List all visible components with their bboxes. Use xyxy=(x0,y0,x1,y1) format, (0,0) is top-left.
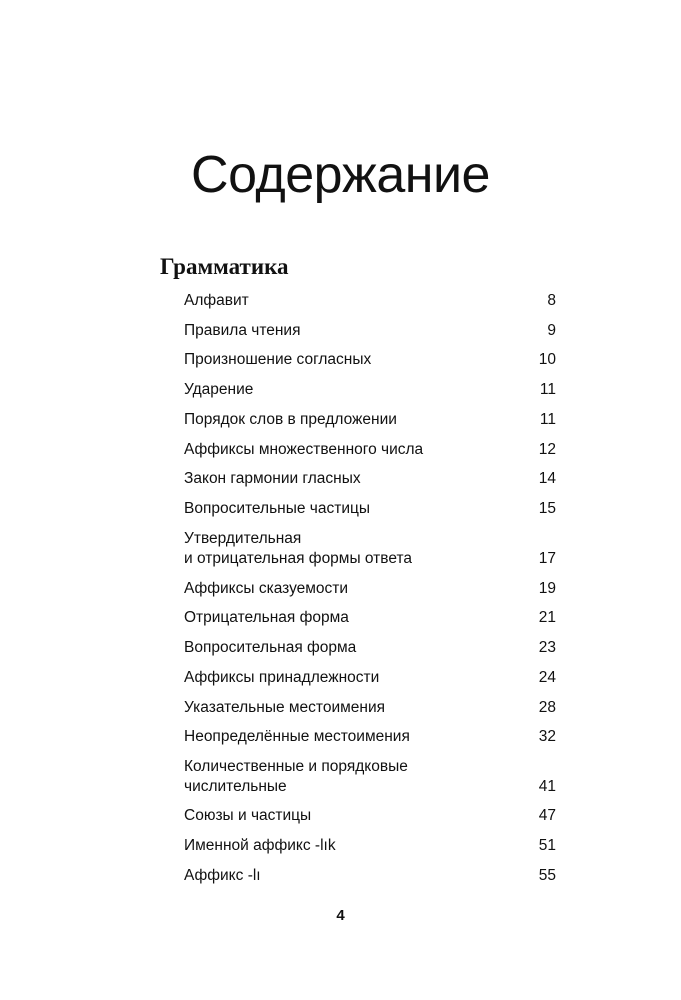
toc-entry-title: Неопределённые местоимения xyxy=(184,728,410,745)
toc-entry-title: Аффикс -lı xyxy=(184,867,261,884)
toc-entry-title: Вопросительная форма xyxy=(184,639,357,656)
toc-entry-title: Именной аффикс -lık xyxy=(184,837,336,854)
toc-entry-page: 28 xyxy=(538,699,556,716)
toc-entry-title: Ударение xyxy=(184,381,254,398)
toc-entry[interactable] xyxy=(184,469,556,489)
toc-entry[interactable] xyxy=(184,440,556,460)
toc-entry[interactable] xyxy=(184,321,556,341)
toc-entry-page: 55 xyxy=(538,867,556,884)
toc-entry-title: Произношение согласных xyxy=(184,351,372,368)
toc-entry-title: Отрицательная форма xyxy=(184,609,349,626)
toc-entry-page: 19 xyxy=(538,580,556,597)
toc-entry[interactable] xyxy=(184,866,556,886)
toc-entry[interactable] xyxy=(184,410,556,430)
toc-entry-page: 23 xyxy=(538,639,556,656)
toc-entry[interactable] xyxy=(184,529,556,569)
page-title: Содержание xyxy=(191,146,490,204)
toc-entry-title: Правила чтения xyxy=(184,322,301,339)
toc-entry-page: 11 xyxy=(539,381,556,398)
toc-entry-title: Алфавит xyxy=(184,292,249,309)
toc-entry-page: 47 xyxy=(538,807,556,824)
toc-entry-page: 11 xyxy=(539,411,556,428)
toc-entry-title: Союзы и частицы xyxy=(184,807,312,824)
toc-entry[interactable] xyxy=(184,757,556,797)
page-number: 4 xyxy=(336,907,345,924)
toc-entry-page: 8 xyxy=(547,292,556,309)
toc-entry-page: 32 xyxy=(538,728,556,745)
toc-entry-page: 21 xyxy=(538,609,556,626)
toc-entry-page: 9 xyxy=(547,322,556,339)
toc-entry[interactable] xyxy=(184,380,556,400)
toc-entry-title: Количественные и порядковые числительные xyxy=(184,758,408,795)
toc-entry-page: 12 xyxy=(538,441,556,458)
toc-entry-page: 24 xyxy=(538,669,556,686)
toc-entry-title: Вопросительные частицы xyxy=(184,500,370,517)
toc-entry-page: 10 xyxy=(538,351,556,368)
section-heading: Грамматика xyxy=(160,254,289,279)
toc-entry-title: Аффиксы сказуемости xyxy=(184,580,349,597)
toc-entry[interactable] xyxy=(184,608,556,628)
toc-entry-title: Аффиксы множественного числа xyxy=(184,441,424,458)
toc-entry[interactable] xyxy=(184,836,556,856)
toc-entry[interactable] xyxy=(184,698,556,718)
toc-entry-title: Закон гармонии гласных xyxy=(184,470,361,487)
toc-entry-title: Указательные местоимения xyxy=(184,699,386,716)
toc-entry-title: Утвердительная и отрицательная формы ответа xyxy=(184,530,412,567)
toc-entry[interactable] xyxy=(184,727,556,747)
toc-entry-title: Порядок слов в предложении xyxy=(184,411,397,428)
toc-entry-page: 51 xyxy=(538,837,556,854)
toc-entry[interactable] xyxy=(184,499,556,519)
toc-entry[interactable] xyxy=(184,350,556,370)
toc-entry-page: 15 xyxy=(538,500,556,517)
toc-entry[interactable] xyxy=(184,806,556,826)
toc-entry[interactable] xyxy=(184,579,556,599)
toc-entry-page: 14 xyxy=(538,470,556,487)
toc-entry[interactable] xyxy=(184,291,556,311)
toc-entry-title: Аффиксы принадлежности xyxy=(184,669,380,686)
toc-entry-page: 41 xyxy=(538,778,556,795)
toc-entry[interactable] xyxy=(184,668,556,688)
toc-entry-page: 17 xyxy=(538,550,556,567)
toc-entry[interactable] xyxy=(184,638,556,658)
